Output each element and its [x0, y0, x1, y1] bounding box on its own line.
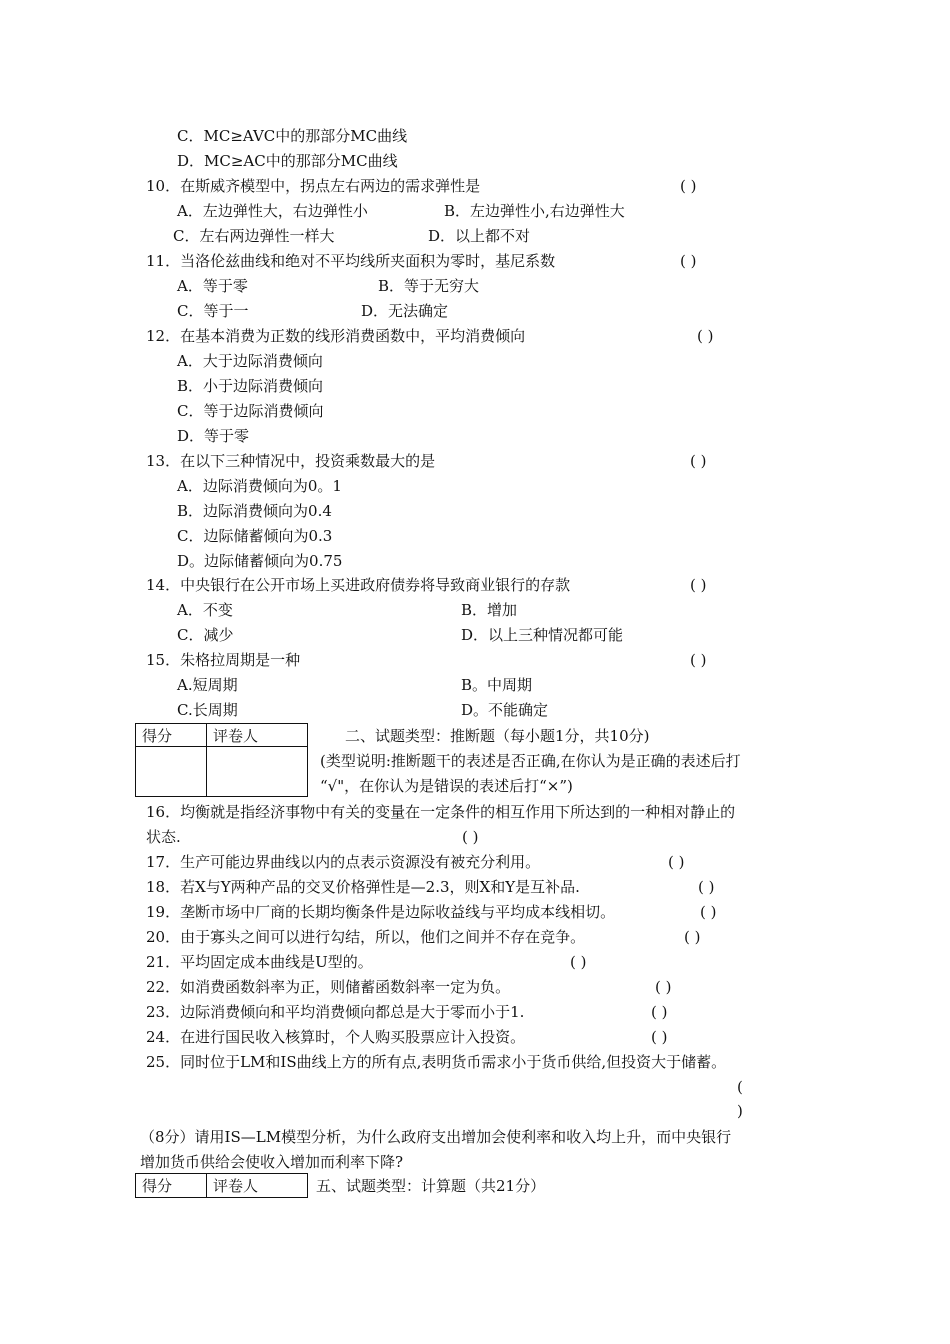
q12-stem: 12．在基本消费为正数的线形消费函数中，平均消费倾向 — [146, 327, 526, 345]
q16-answer-paren: ( ) — [462, 828, 479, 846]
q15-answer-paren: ( ) — [690, 651, 707, 669]
q12-option-a: A．大于边际消费倾向 — [177, 352, 323, 370]
q9-option-c: C．MC≥AVC中的那部分MC曲线 — [177, 127, 408, 145]
q11-answer-paren: ( ) — [680, 252, 697, 270]
essay-line1: （8分）请用IS—LM模型分析，为什么政府支出增加会使利率和收入均上升，而中央银行 — [140, 1128, 732, 1146]
q12-answer-paren: ( ) — [697, 327, 714, 345]
section2-note-line2: “√"，在你认为是错误的表述后打“×”) — [320, 777, 573, 795]
q23-stem: 23．边际消费倾向和平均消费倾向都总是大于零而小于1. — [146, 1003, 525, 1021]
section2-note-line1: (类型说明:推断题干的表述是否正确,在你认为是正确的表述后打 — [320, 752, 741, 770]
q10-option-c: C．左右两边弹性一样大 — [173, 227, 335, 245]
section2-title: 二、试题类型：推断题（每小题1分，共10分) — [345, 727, 650, 745]
q15-option-c: C.长周期 — [177, 701, 238, 719]
q11-stem: 11．当洛伦兹曲线和绝对不平均线所夹面积为零时，基尼系数 — [146, 252, 556, 270]
q10-answer-paren: ( ) — [680, 177, 697, 195]
grader-cell[interactable] — [207, 747, 308, 797]
q11-option-c: C．等于一 — [177, 302, 249, 320]
grader-label: 评卷人 — [207, 1174, 308, 1198]
q10-option-b: B．左边弹性小,右边弹性大 — [444, 202, 625, 220]
q14-answer-paren: ( ) — [690, 576, 707, 594]
q20-stem: 20．由于寡头之间可以进行勾结，所以，他们之间并不存在竞争。 — [146, 928, 586, 946]
q24-stem: 24．在进行国民收入核算时，个人购买股票应计入投资。 — [146, 1028, 526, 1046]
q12-option-d: D．等于零 — [177, 427, 250, 445]
q17-answer-paren: ( ) — [668, 853, 685, 871]
section5-score-box — [135, 1173, 308, 1198]
q25-paren-close: ) — [737, 1102, 743, 1120]
q13-stem: 13．在以下三种情况中，投资乘数最大的是 — [146, 452, 436, 470]
score-cell[interactable] — [136, 747, 207, 797]
q22-stem: 22．如消费函数斜率为正，则储蓄函数斜率一定为负。 — [146, 978, 511, 996]
q25-stem: 25．同时位于LM和IS曲线上方的所有点,表明货币需求小于货币供给,但投资大于储蓄。 — [146, 1053, 727, 1071]
q13-option-b: B．边际消费倾向为0.4 — [177, 502, 332, 520]
q13-option-a: A．边际消费倾向为0。1 — [177, 477, 342, 495]
q22-answer-paren: ( ) — [655, 978, 672, 996]
q9-option-d: D．MC≥AC中的那部分MC曲线 — [177, 152, 398, 170]
score-label: 得分 — [136, 724, 207, 747]
q16-line2: 状态. — [146, 828, 181, 846]
q18-answer-paren: ( ) — [698, 878, 715, 896]
q15-stem: 15．朱格拉周期是一种 — [146, 651, 301, 669]
q14-stem: 14．中央银行在公开市场上买进政府债券将导致商业银行的存款 — [146, 576, 571, 594]
q23-answer-paren: ( ) — [651, 1003, 668, 1021]
q15-option-d: D。不能确定 — [461, 701, 549, 719]
q21-stem: 21．平均固定成本曲线是U型的。 — [146, 953, 373, 971]
q14-option-a: A．不变 — [177, 601, 233, 619]
section5-title: 五、试题类型：计算题（共21分） — [316, 1177, 546, 1195]
score-label: 得分 — [136, 1174, 207, 1198]
section2-score-box — [135, 723, 308, 797]
q24-answer-paren: ( ) — [651, 1028, 668, 1046]
q17-stem: 17．生产可能边界曲线以内的点表示资源没有被充分利用。 — [146, 853, 541, 871]
q10-stem: 10．在斯威齐模型中，拐点左右两边的需求弹性是 — [146, 177, 481, 195]
q15-option-b: B。中周期 — [461, 676, 533, 694]
q25-paren-open: ( — [737, 1078, 743, 1096]
q14-option-d: D．以上三种情况都可能 — [461, 626, 624, 644]
q11-option-b: B．等于无穷大 — [378, 277, 480, 295]
grader-label: 评卷人 — [207, 724, 308, 747]
q12-option-b: B．小于边际消费倾向 — [177, 377, 324, 395]
q18-stem: 18．若X与Y两种产品的交叉价格弹性是—2.3，则X和Y是互补品. — [146, 878, 580, 896]
q20-answer-paren: ( ) — [684, 928, 701, 946]
q13-option-d: D。边际储蓄倾向为0.75 — [177, 552, 343, 570]
q14-option-b: B．增加 — [461, 601, 518, 619]
q13-option-c: C．边际储蓄倾向为0.3 — [177, 527, 333, 545]
q19-stem: 19．垄断市场中厂商的长期均衡条件是边际收益线与平均成本线相切。 — [146, 903, 616, 921]
q13-answer-paren: ( ) — [690, 452, 707, 470]
essay-line2: 增加货币供给会使收入增加而利率下降? — [140, 1153, 404, 1171]
q10-option-a: A．左边弹性大，右边弹性小 — [177, 202, 368, 220]
q21-answer-paren: ( ) — [570, 953, 587, 971]
q12-option-c: C．等于边际消费倾向 — [177, 402, 324, 420]
q14-option-c: C．减少 — [177, 626, 234, 644]
q15-option-a: A.短周期 — [177, 676, 238, 694]
q16-line1: 16．均衡就是指经济事物中有关的变量在一定条件的相互作用下所达到的一种相对静止的 — [146, 803, 736, 821]
q11-option-d: D．无法确定 — [361, 302, 449, 320]
q10-option-d: D．以上都不对 — [428, 227, 531, 245]
q19-answer-paren: ( ) — [700, 903, 717, 921]
q11-option-a: A．等于零 — [177, 277, 248, 295]
